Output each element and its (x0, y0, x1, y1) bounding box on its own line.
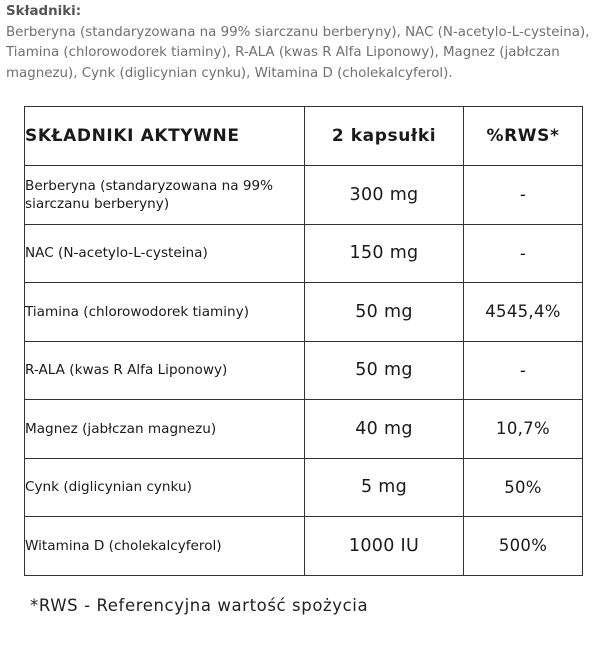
ingredient-name: R-ALA (kwas R Alfa Liponowy) (25, 341, 305, 400)
ingredient-rws: - (464, 166, 583, 225)
ingredient-rws: 4545,4% (464, 283, 583, 342)
ingredient-amount: 50 mg (305, 341, 464, 400)
header-rws: %RWS* (464, 107, 583, 166)
ingredient-rws: - (464, 341, 583, 400)
table-row (25, 400, 583, 459)
ingredients-text: Berberyna (standaryzowana na 99% siarczanu berberyny), NAC (N-acetylo-L-cysteina), Tiamina (chlorowodorek tiaminy), R-ALA (kwas R Alfa Liponowy), Magnez (jabłczan magnezu), Cynk (diglicynian cynku), Witamina D (cholekalcyferol). (6, 24, 590, 81)
ingredient-amount: 5 mg (305, 458, 464, 517)
ingredients-label: Składniki: (6, 4, 82, 19)
ingredient-rws: 500% (464, 517, 583, 576)
ingredient-amount: 50 mg (305, 283, 464, 342)
ingredient-name: Witamina D (cholekalcyferol) (25, 517, 305, 576)
table-row (25, 283, 583, 342)
nutrition-table (24, 106, 583, 576)
ingredient-name: Tiamina (chlorowodorek tiaminy) (25, 283, 305, 342)
ingredient-amount: 150 mg (305, 224, 464, 283)
table-row (25, 517, 583, 576)
ingredient-amount: 1000 IU (305, 517, 464, 576)
header-dose: 2 kapsułki (305, 107, 464, 166)
table-row (25, 166, 583, 225)
ingredient-rws: 50% (464, 458, 583, 517)
ingredient-amount: 300 mg (305, 166, 464, 225)
ingredient-name: Cynk (diglicynian cynku) (25, 458, 305, 517)
table-header-row (25, 107, 583, 166)
table-row (25, 224, 583, 283)
ingredient-name: Magnez (jabłczan magnezu) (25, 400, 305, 459)
rws-footnote: *RWS - Referencyjna wartość spożycia (30, 596, 369, 615)
table-row (25, 458, 583, 517)
header-active-ingredients: SKŁADNIKI AKTYWNE (25, 107, 305, 166)
ingredient-name: NAC (N-acetylo-L-cysteina) (25, 224, 305, 283)
ingredients-block (6, 2, 596, 84)
ingredient-rws: 10,7% (464, 400, 583, 459)
table-row (25, 341, 583, 400)
ingredient-amount: 40 mg (305, 400, 464, 459)
ingredient-name: Berberyna (standaryzowana na 99% siarczanu berberyny) (25, 166, 305, 225)
ingredient-rws: - (464, 224, 583, 283)
